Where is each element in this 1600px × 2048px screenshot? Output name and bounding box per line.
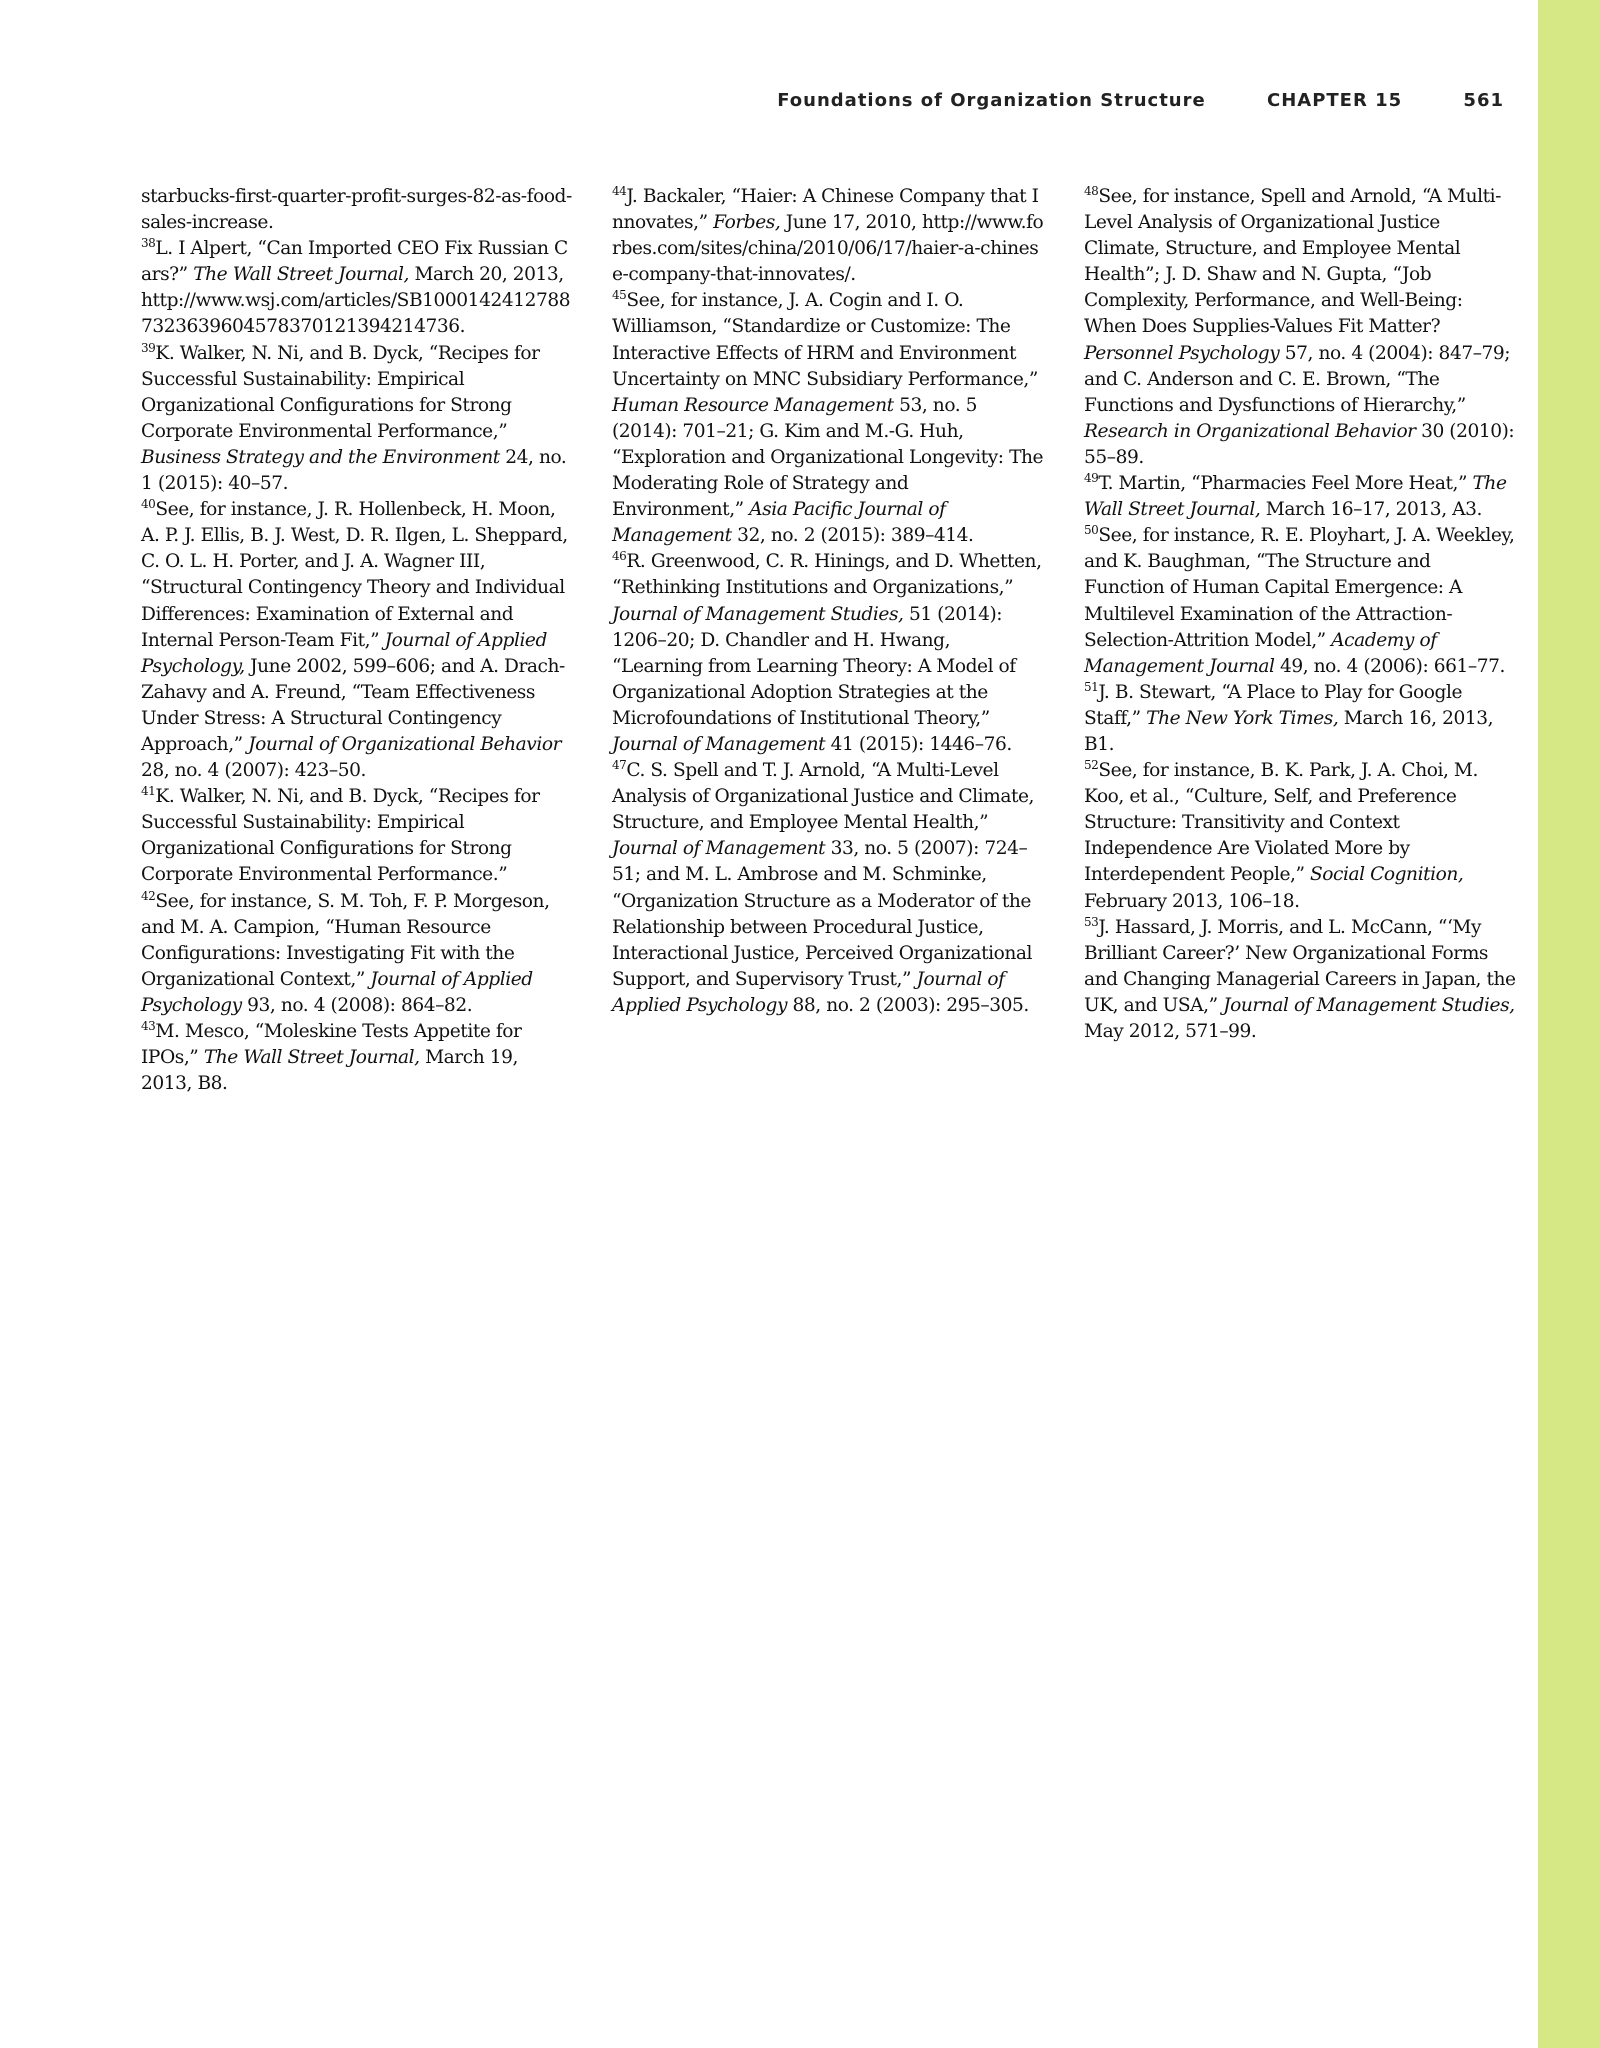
endnote-number: 49 [1084, 471, 1099, 486]
page-number: 561 [1463, 90, 1504, 111]
source-title: Journal of Applied Psychology, [141, 629, 547, 677]
endnotes-column-1 [141, 184, 573, 1097]
running-head-title: Foundations of Organization Structure [777, 90, 1206, 111]
source-title: Journal of Applied Psychology [141, 968, 533, 1016]
source-title-2: Asia Pacific Journal of Management [612, 499, 946, 547]
endnote-39: $^{39}$K. Walker, N. Ni, and B. Dyck, “Recipes for Successful Sustainability: Empirical Organizational Configurations for Strong Corporate Environmental Performance,” Business Strategy and the Environment 24, no. 1 (2015): 40–57. [141, 340, 567, 495]
endnote-50: $^{50}$See, for instance, R. E. Ployhart, J. A. Weekley, and K. Baughman, “The Structure and Function of Human Capital Emergence: A Multilevel Examination of the Attraction-Selection-Attrition Model,” Academy of Management Journal 49, no. 4 (2006): 661–77. [1084, 523, 1515, 677]
source-title: Social Cognition, [1310, 864, 1464, 886]
source-title-2: Journal of Management [612, 733, 826, 755]
running-head [777, 90, 1504, 111]
source-title: Business Strategy and the Environment [141, 446, 500, 468]
endnote-46: $^{46}$R. Greenwood, C. R. Hinings, and D. Whetten, “Rethinking Institutions and Organizations,” Journal of Management Studies, 51 (2014): 1206–20; D. Chandler and H. Hwang, “Learning from Learning Theory: A Model of Organizational Adoption Strategies at the Microfoundations of Institutional Theory,” Journal of Management 41 (2015): 1446–76. [612, 549, 1042, 755]
endnote-40: $^{40}$See, for instance, J. R. Hollenbeck, H. Moon, A. P. J. Ellis, B. J. West, D. R. Ilgen, L. Sheppard, C. O. L. H. Porter, and J. A. Wagner III, “Structural Contingency Theory and Individual Differences: Examination of External and Internal Person-Team Fit,” Journal of Applied Psychology, June 2002, 599–606; and A. Drach-Zahavy and A. Freund, “Team Effectiveness Under Stress: A Structural Contingency Approach,” Journal of Organizational Behavior 28, no. 4 (2007): 423–50. [141, 497, 568, 782]
endnote-number: 42 [141, 888, 156, 903]
endnote-number: 53 [1084, 914, 1099, 929]
source-title-2: Journal of Organizational Behavior [248, 733, 562, 755]
source-title: The Wall Street Journal, [203, 1047, 420, 1069]
endnote-number: 50 [1084, 523, 1099, 538]
endnote-53: $^{53}$J. Hassard, J. Morris, and L. McCann, “‘My Brilliant Career?’ New Organizational Forms and Changing Managerial Careers in Japan, the UK, and USA,” Journal of Management Studies, May 2012, 571–99. [1084, 914, 1516, 1042]
endnote-number: 52 [1084, 758, 1099, 773]
source-title: The Wall Street Journal, [1084, 473, 1507, 521]
endnote-41: $^{41}$K. Walker, N. Ni, and B. Dyck, “Recipes for Successful Sustainability: Empirical Organizational Configurations for Strong Corporate Environmental Performance.” [141, 784, 540, 886]
source-title: Personnel Psychology [1084, 342, 1280, 364]
source-title: The Wall Street Journal, [193, 264, 409, 286]
endnote-number: 38 [141, 236, 156, 251]
endnote-number: 43 [141, 1019, 156, 1033]
source-title: Forbes, [713, 212, 781, 234]
endnote-38: $^{38}$L. I Alpert, “Can Imported CEO Fix Russian Cars?” The Wall Street Journal, March 20, 2013, http://www.wsj.com/articles/SB10001424127887323639604578370121394214736. [141, 236, 571, 338]
endnote-number: 48 [1084, 184, 1099, 198]
endnote-number: 47 [612, 758, 627, 773]
source-title-2: Journal of Applied Psychology [612, 968, 1005, 1016]
endnote-number: 46 [612, 549, 627, 564]
endnote-52: $^{52}$See, for instance, B. K. Park, J. A. Choi, M. Koo, et al., “Culture, Self, and Preference Structure: Transitivity and Context Independence Are Violated More by Interdependent People,” Social Cognition, February 2013, 106–18. [1084, 758, 1478, 912]
source-title: Journal of Management Studies, [612, 603, 904, 625]
endnote-49: $^{49}$T. Martin, “Pharmacies Feel More Heat,” The Wall Street Journal, March 16–17, 2013, A3. [1084, 471, 1507, 521]
source-title: Human Resource Management [612, 394, 894, 416]
source-title: Journal of Management [612, 838, 826, 860]
endnote-number: 51 [1084, 679, 1099, 694]
endnote-48: $^{48}$See, for instance, Spell and Arnold, “A Multi-Level Analysis of Organizational Justice Climate, Structure, and Employee Mental Health”; J. D. Shaw and N. Gupta, “Job Complexity, Performance, and Well-Being: When Does Supplies-Values Fit Matter? Personnel Psychology 57, no. 4 (2004): 847–79; and C. Anderson and C. E. Brown, “The Functions and Dysfunctions of Hierarchy,” Research in Organizational Behavior 30 (2010): 55–89. [1084, 184, 1515, 468]
chapter-label: CHAPTER 15 [1266, 90, 1403, 111]
endnote-42: $^{42}$See, for instance, S. M. Toh, F. P. Morgeson, and M. A. Campion, “Human Resource Configurations: Investigating Fit with the Organizational Context,” Journal of Applied Psychology 93, no. 4 (2008): 864–82. [141, 888, 550, 1016]
endnote-51: $^{51}$J. B. Stewart, “A Place to Play for Google Staff,” The New York Times, March 16, 2013, B1. [1084, 679, 1494, 755]
endnote-45: $^{45}$See, for instance, J. A. Cogin and I. O. Williamson, “Standardize or Customize: The Interactive Effects of HRM and Environment Uncertainty on MNC Subsidiary Performance,” Human Resource Management 53, no. 5 (2014): 701–21; G. Kim and M.-G. Huh, “Exploration and Organizational Longevity: The Moderating Role of Strategy and Environment,” Asia Pacific Journal of Management 32, no. 2 (2015): 389–414. [612, 288, 1044, 547]
endnote-47: $^{47}$C. S. Spell and T. J. Arnold, “A Multi-Level Analysis of Organizational Justice and Climate, Structure, and Employee Mental Health,” Journal of Management 33, no. 5 (2007): 724–51; and M. L. Ambrose and M. Schminke, “Organization Structure as a Moderator of the Relationship between Procedural Justice, Interactional Justice, Perceived Organizational Support, and Supervisory Trust,” Journal of Applied Psychology 88, no. 2 (2003): 295–305. [612, 758, 1034, 1016]
endnote-43: $^{43}$M. Mesco, “Moleskine Tests Appetite for IPOs,” The Wall Street Journal, March 19, 2013, B8. [141, 1019, 522, 1095]
endnote-number: 45 [612, 288, 627, 303]
endnotes-column-2 [612, 184, 1044, 1019]
source-title-2: Research in Organizational Behavior [1084, 420, 1416, 442]
source-title: The New York Times, [1146, 707, 1339, 729]
endnote-number: 40 [141, 497, 156, 512]
endnote-number: 41 [141, 784, 156, 799]
endnote-number: 44 [612, 184, 627, 198]
endnote-number: 39 [141, 340, 156, 355]
endnote-44: $^{44}$J. Backaler, “Haier: A Chinese Company that Innovates,” Forbes, June 17, 2010, http://www.forbes.com/sites/china/2010/06/17/haier-a-chinese-company-that-innovates/. [612, 184, 1044, 286]
source-title: Academy of Management Journal [1084, 629, 1437, 677]
source-title: Journal of Management Studies, [1223, 994, 1515, 1016]
endnotes-column-3 [1084, 184, 1516, 1045]
chapter-color-band [1538, 0, 1600, 2048]
endnote-continuation: starbucks-first-quarter-profit-surges-82-as-food-sales-increase. [141, 186, 572, 234]
